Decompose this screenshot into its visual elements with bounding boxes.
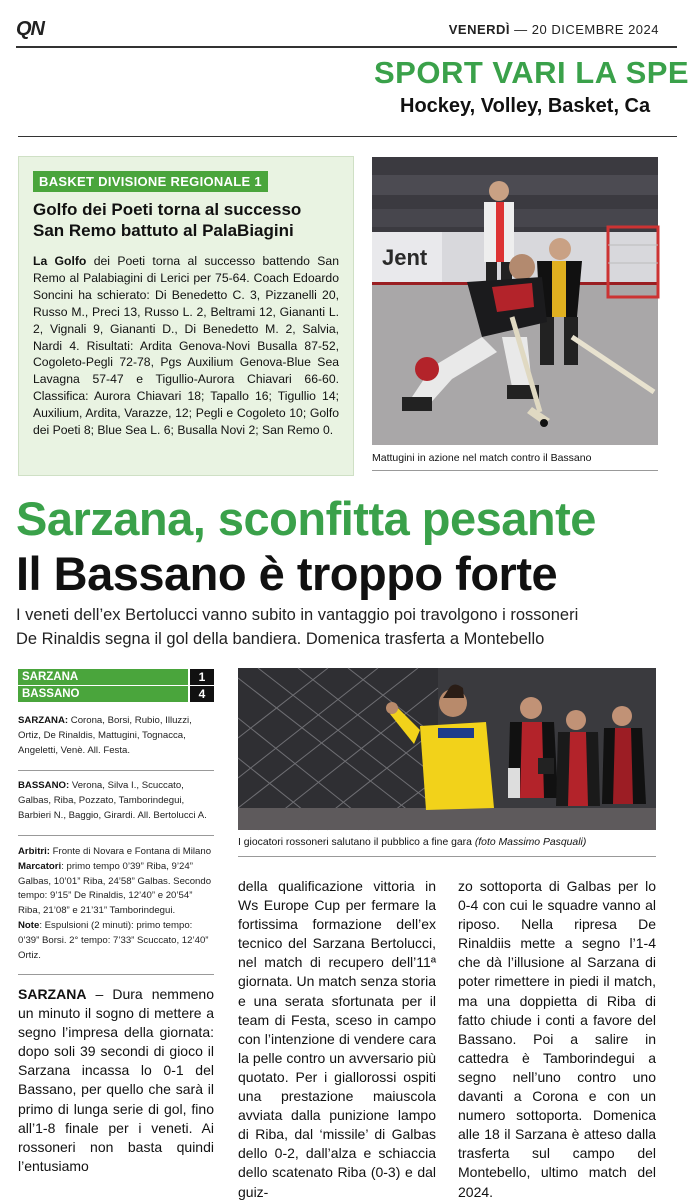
score-value-home: 1 — [190, 669, 214, 685]
dateline-date: — 20 DICEMBRE 2024 — [514, 22, 659, 37]
photo1-caption: Mattugini in azione nel match contro il Bassano — [372, 452, 592, 464]
sidebar-body — [33, 253, 339, 439]
note-label: Note — [18, 919, 40, 931]
lineup-divider — [18, 770, 214, 771]
photo2-credit: (foto Massimo Pasquali) — [474, 837, 587, 848]
section-rule — [18, 136, 677, 137]
lineup-bassano-text: Verona, Silva I., Scuccato, Galbas, Riba, Pozzato, Tamborindegui, Barbieri N., Baggio, Girardi. All. Bertolucci A. — [18, 780, 207, 821]
dateline-day: VENERDÌ — [448, 22, 511, 37]
article-deck — [16, 603, 666, 651]
sidebar-lead: La Golfo — [33, 254, 87, 268]
section-title: SPORT VARI LA SPE — [374, 55, 689, 90]
players-greeting-photo — [238, 668, 656, 830]
score-row-away — [18, 686, 214, 702]
hockey-action-illustration — [372, 157, 658, 445]
players-greeting-illustration — [238, 668, 656, 830]
note-text: : Espulsioni (2 minuti): primo tempo: 0’39” Borsi. 2° tempo: 7’33” Scuccato, 12’40” Ortiz. — [18, 919, 209, 961]
arbitri-line — [18, 845, 216, 860]
rink-banner-text: Jent — [382, 245, 428, 270]
article-column-2: della qualificazione vittoria in Ws Europe Cup per fermare la fortissima formazione dell’ex tecnico del Sarzana Bertolucci, nel match di recupero dell’11ª giornata. Un match senza storia e una serata sfortunata per il team di Festa, sceso in campo con l’intenzione di vendere cara la pelle contro un avversario più quotato. Per i giallorossi ospiti una prestazione maiuscola avviata dalla punizione lampo di Riba, dal ‘missile’ di Galbas dello 0-2, dall’alza e schiaccia dello scatenato Riba (0-3) e dal guiz- — [238, 878, 436, 1200]
sidebar-kicker: BASKET DIVISIONE REGIONALE 1 — [33, 171, 268, 192]
headline-secondary: Il Bassano è troppo forte — [16, 547, 558, 600]
sidebar-article-box — [18, 156, 354, 476]
photo2-caption-text: I giocatori rossoneri salutano il pubblico a fine gara — [238, 837, 475, 848]
lineup-divider — [18, 835, 214, 836]
lineup-sarzana-label: SARZANA: — [18, 715, 69, 726]
details-divider — [18, 974, 214, 975]
deck-line1: I veneti dell’ex Bertolucci vanno subito in vantaggio poi travolgono i rossoneri — [16, 606, 579, 624]
score-team-home: SARZANA — [18, 669, 188, 685]
photo2-caption — [238, 837, 668, 848]
lineup-bassano — [18, 779, 216, 823]
caption-rule — [372, 470, 658, 471]
newspaper-logo: QN — [16, 18, 44, 40]
match-details — [18, 845, 216, 963]
lineup-bassano-label: BASSANO: — [18, 780, 70, 791]
arbitri-label: Arbitri: — [18, 846, 50, 857]
lineup-sarzana — [18, 714, 216, 758]
sidebar-body-text: dei Poeti torna al successo battendo San Remo al Palabiagini di Lerici per 75-64. Coach Edoardo Soncini ha schierato: Di Benedetto C. 3, Pizzanelli 20, Russo M., Preci 13, Russo L. 2, Beltrami 12, Giananti L. 2, Vignali 9, Giananti D., Di Benedetto M. 2, Salvia, Nardi 4. Risultati: Ardita Genova-Novi Busalla 87-52, Cogoleto-Pegli 72-78, Pgs Auxilium Genova-Blue Sea Lavagna 57-47 e Tigullio-Aurora Chiavari 66-60. Classifica: Aurora Chiavari 18; Tapallo 16; Tigullio 14; Auxilium, Ardita, Varazze, 12; Pegli e Cogoleto 10; Golfo dei Poeti 8; Blue Sea L. 6; Busalla Novi 2; San Remo 0. — [33, 254, 339, 438]
top-rule — [16, 46, 677, 48]
score-team-away: BASSANO — [18, 686, 188, 702]
lineup-sarzana-text: Corona, Borsi, Rubio, Illuzzi, Ortiz, De Rinaldis, Mattugini, Tognacca, Angeletti, Venè. All. Festa. — [18, 715, 192, 756]
article-column-3: zo sottoporta di Galbas per lo 0-4 con cui le squadre vanno al riposo. Nella ripresa De Rinaldiis mette a segno l’1-4 che dà l’illusione al Sarzana di poter rimettere in piedi il match, ma una doppietta di Riba di fatto chiude i conti a favore del Bassano. Poi a salire in cattedra è Tamborindegui a segno nell’uno contro uno davanti a Corona e con un numero sottoporta. Domenica alle 18 il Sarzana è atteso dalla trasferta sul campo del Montebello, ultimo match del 2024. — [458, 878, 656, 1200]
caption-rule — [238, 856, 656, 857]
section-subtitle: Hockey, Volley, Basket, Ca — [400, 95, 651, 117]
deck-line2: De Rinaldis segna il gol della bandiera. Domenica trasferta a Montebello — [16, 630, 545, 648]
note-line — [18, 919, 216, 963]
headline-primary: Sarzana, sconfitta pesante — [16, 492, 596, 545]
sidebar-title — [33, 199, 339, 241]
hockey-action-photo — [372, 157, 658, 445]
score-row-home — [18, 669, 214, 685]
score-value-away: 4 — [190, 686, 214, 702]
article-lead: SARZANA — [18, 986, 87, 1002]
article-column-1-text: – Dura nemmeno un minuto il sogno di mettere a segno l’impresa della giornata: dopo soli 39 secondi di gioco il Sarzana incassa lo 0-1 del Bassano, per quello che sarà il primo di lunga serie di gol, fino all’1-8 finale per i veneti. Ai rossoneri non basta quindi l’entusiamo — [18, 986, 214, 1174]
article-column-1 — [18, 985, 214, 1176]
dateline — [449, 22, 659, 37]
marcatori-line — [18, 860, 216, 919]
sidebar-title-line1: Golfo dei Poeti torna al successo — [33, 200, 302, 219]
marcatori-text: : primo tempo 0’39” Riba, 9’24” Galbas, 10’01” Riba, 24’58” Galbas. Secondo tempo: 9’15” De Rinaldis, 12’40” e 20’54” Riba, 21’08” e 21’31” Tamborindegui. — [18, 860, 212, 917]
marcatori-label: Marcatori — [18, 860, 62, 872]
arbitri-text: Fronte di Novara e Fontana di Milano — [49, 846, 212, 857]
sidebar-title-line2: San Remo battuto al PalaBiagini — [33, 221, 294, 240]
